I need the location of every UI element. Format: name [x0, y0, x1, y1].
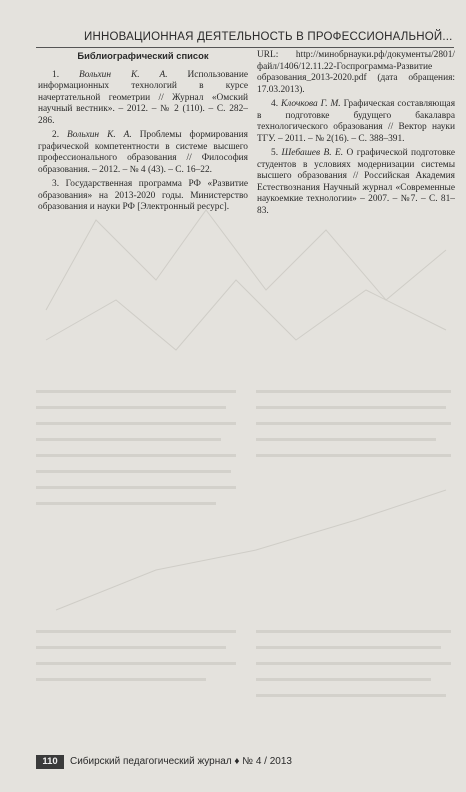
- bleed-through-text: [256, 422, 451, 425]
- reference-2: 2. Вольхин К. А. Проблемы формирования графической компетентности в системе высшего профессионального образования // Философия образования. – 2012. – № 4 (43). – С. 16–22.: [38, 130, 248, 175]
- reference-author: Шебашев В. Е.: [281, 148, 344, 158]
- reference-5: 5. Шебашев В. Е. О графической подготовке студентов в условиях модернизации системы высшего образования // Российская Академия Естествознания Научный журнал «Современные наукоемкие технологии» – 2007. – №7. – С. 81–83.: [257, 148, 456, 216]
- reference-4: 4. Клочкова Г. М. Графическая составляющая в подготовке будущего бакалавра технологического образования // Вектор науки ТГУ. – 2011. – № 2(16). – С. 388–391.: [257, 99, 456, 144]
- reference-author: Вольхин К. А.: [67, 130, 132, 140]
- reference-text: Проблемы формирования графической компетентности в системе высшего профессионального образования // Философия образования. – 2012. – № 4 (43). – С. 16–22.: [38, 130, 248, 175]
- bleed-through-text: [36, 662, 236, 665]
- bleed-through-text: [36, 406, 226, 409]
- reference-author: Клочкова Г. М.: [280, 99, 341, 109]
- bleed-through-text: [36, 646, 226, 649]
- reference-text: Использование информационных технологий в курсе начертательной геометрии // Журнал «Омский научный вестник». – 2012. – № 2 (110). – С. 282–286.: [38, 69, 248, 126]
- bleed-through-text: [256, 630, 451, 633]
- reference-author: Вольхин К. А.: [78, 69, 168, 80]
- bleed-through-text: [256, 678, 431, 681]
- bleed-through-text: [256, 454, 451, 457]
- bibliography-title: Библиографический список: [77, 50, 209, 61]
- bleed-through-text: [36, 422, 236, 425]
- bleed-through-text: [36, 486, 236, 489]
- bleed-through-line: [56, 490, 446, 610]
- bleed-through-text: [256, 694, 446, 697]
- running-header: ИННОВАЦИОННАЯ ДЕЯТЕЛЬНОСТЬ В ПРОФЕССИОНАЛЬНОЙ...: [84, 31, 453, 43]
- bleed-through-text: [36, 678, 206, 681]
- bleed-through-text: [36, 390, 236, 393]
- bleed-through-line: [46, 280, 446, 350]
- bleed-through-text: [256, 406, 446, 409]
- bleed-through-text: [256, 438, 436, 441]
- bleed-through-text: [36, 438, 221, 441]
- header-rule: [36, 47, 454, 48]
- bleed-through-text: [36, 454, 236, 457]
- reference-3: 3. Государственная программа РФ «Развитие образования» на 2013-2020 годы. Министерство образования и науки РФ [Электронный ресурс].: [38, 179, 249, 212]
- bleed-through-text: [256, 390, 451, 393]
- reference-text: Графическая составляющая в подготовке будущего бакалавра технологического образования // Вектор науки ТГУ. – 2011. – № 2(16). – С. 388–391.: [257, 99, 456, 144]
- page-number: 110: [36, 755, 64, 769]
- bleed-through-text: [36, 630, 236, 633]
- journal-name: Сибирский педагогический журнал ♦ № 4 / 2013: [70, 756, 292, 767]
- page-footer: [36, 755, 454, 769]
- reference-text: Государственная программа РФ «Развитие образования» на 2013-2020 годы. Министерство образования и науки РФ [Электронный ресурс].: [38, 179, 249, 212]
- bleed-through-line: [46, 210, 446, 310]
- reference-3-continuation: URL: http://минобрнауки.рф/документы/2801/файл/1406/12.11.22-Госпрограмма-Развитие образования_2013-2020.pdf (дата обращения: 17.03.2013).: [257, 50, 455, 95]
- bleed-through-text: [256, 646, 441, 649]
- bleed-through-text: [36, 470, 231, 473]
- bleed-through-shadow: [36, 190, 456, 730]
- bleed-through-text: [256, 662, 451, 665]
- reference-1: 1. Вольхин К. А. Использование информационных технологий в курсе начертательной геометрии // Журнал «Омский научный вестник». – 2012. – № 2 (110). – С. 282–286.: [38, 69, 248, 126]
- reference-text: О графической подготовке студентов в условиях модернизации системы высшего образования // Российская Академия Естествознания Научный журнал «Современные наукоемкие технологии» – 2007. – №7. – С. 81–83.: [257, 148, 456, 216]
- bleed-through-text: [36, 502, 216, 505]
